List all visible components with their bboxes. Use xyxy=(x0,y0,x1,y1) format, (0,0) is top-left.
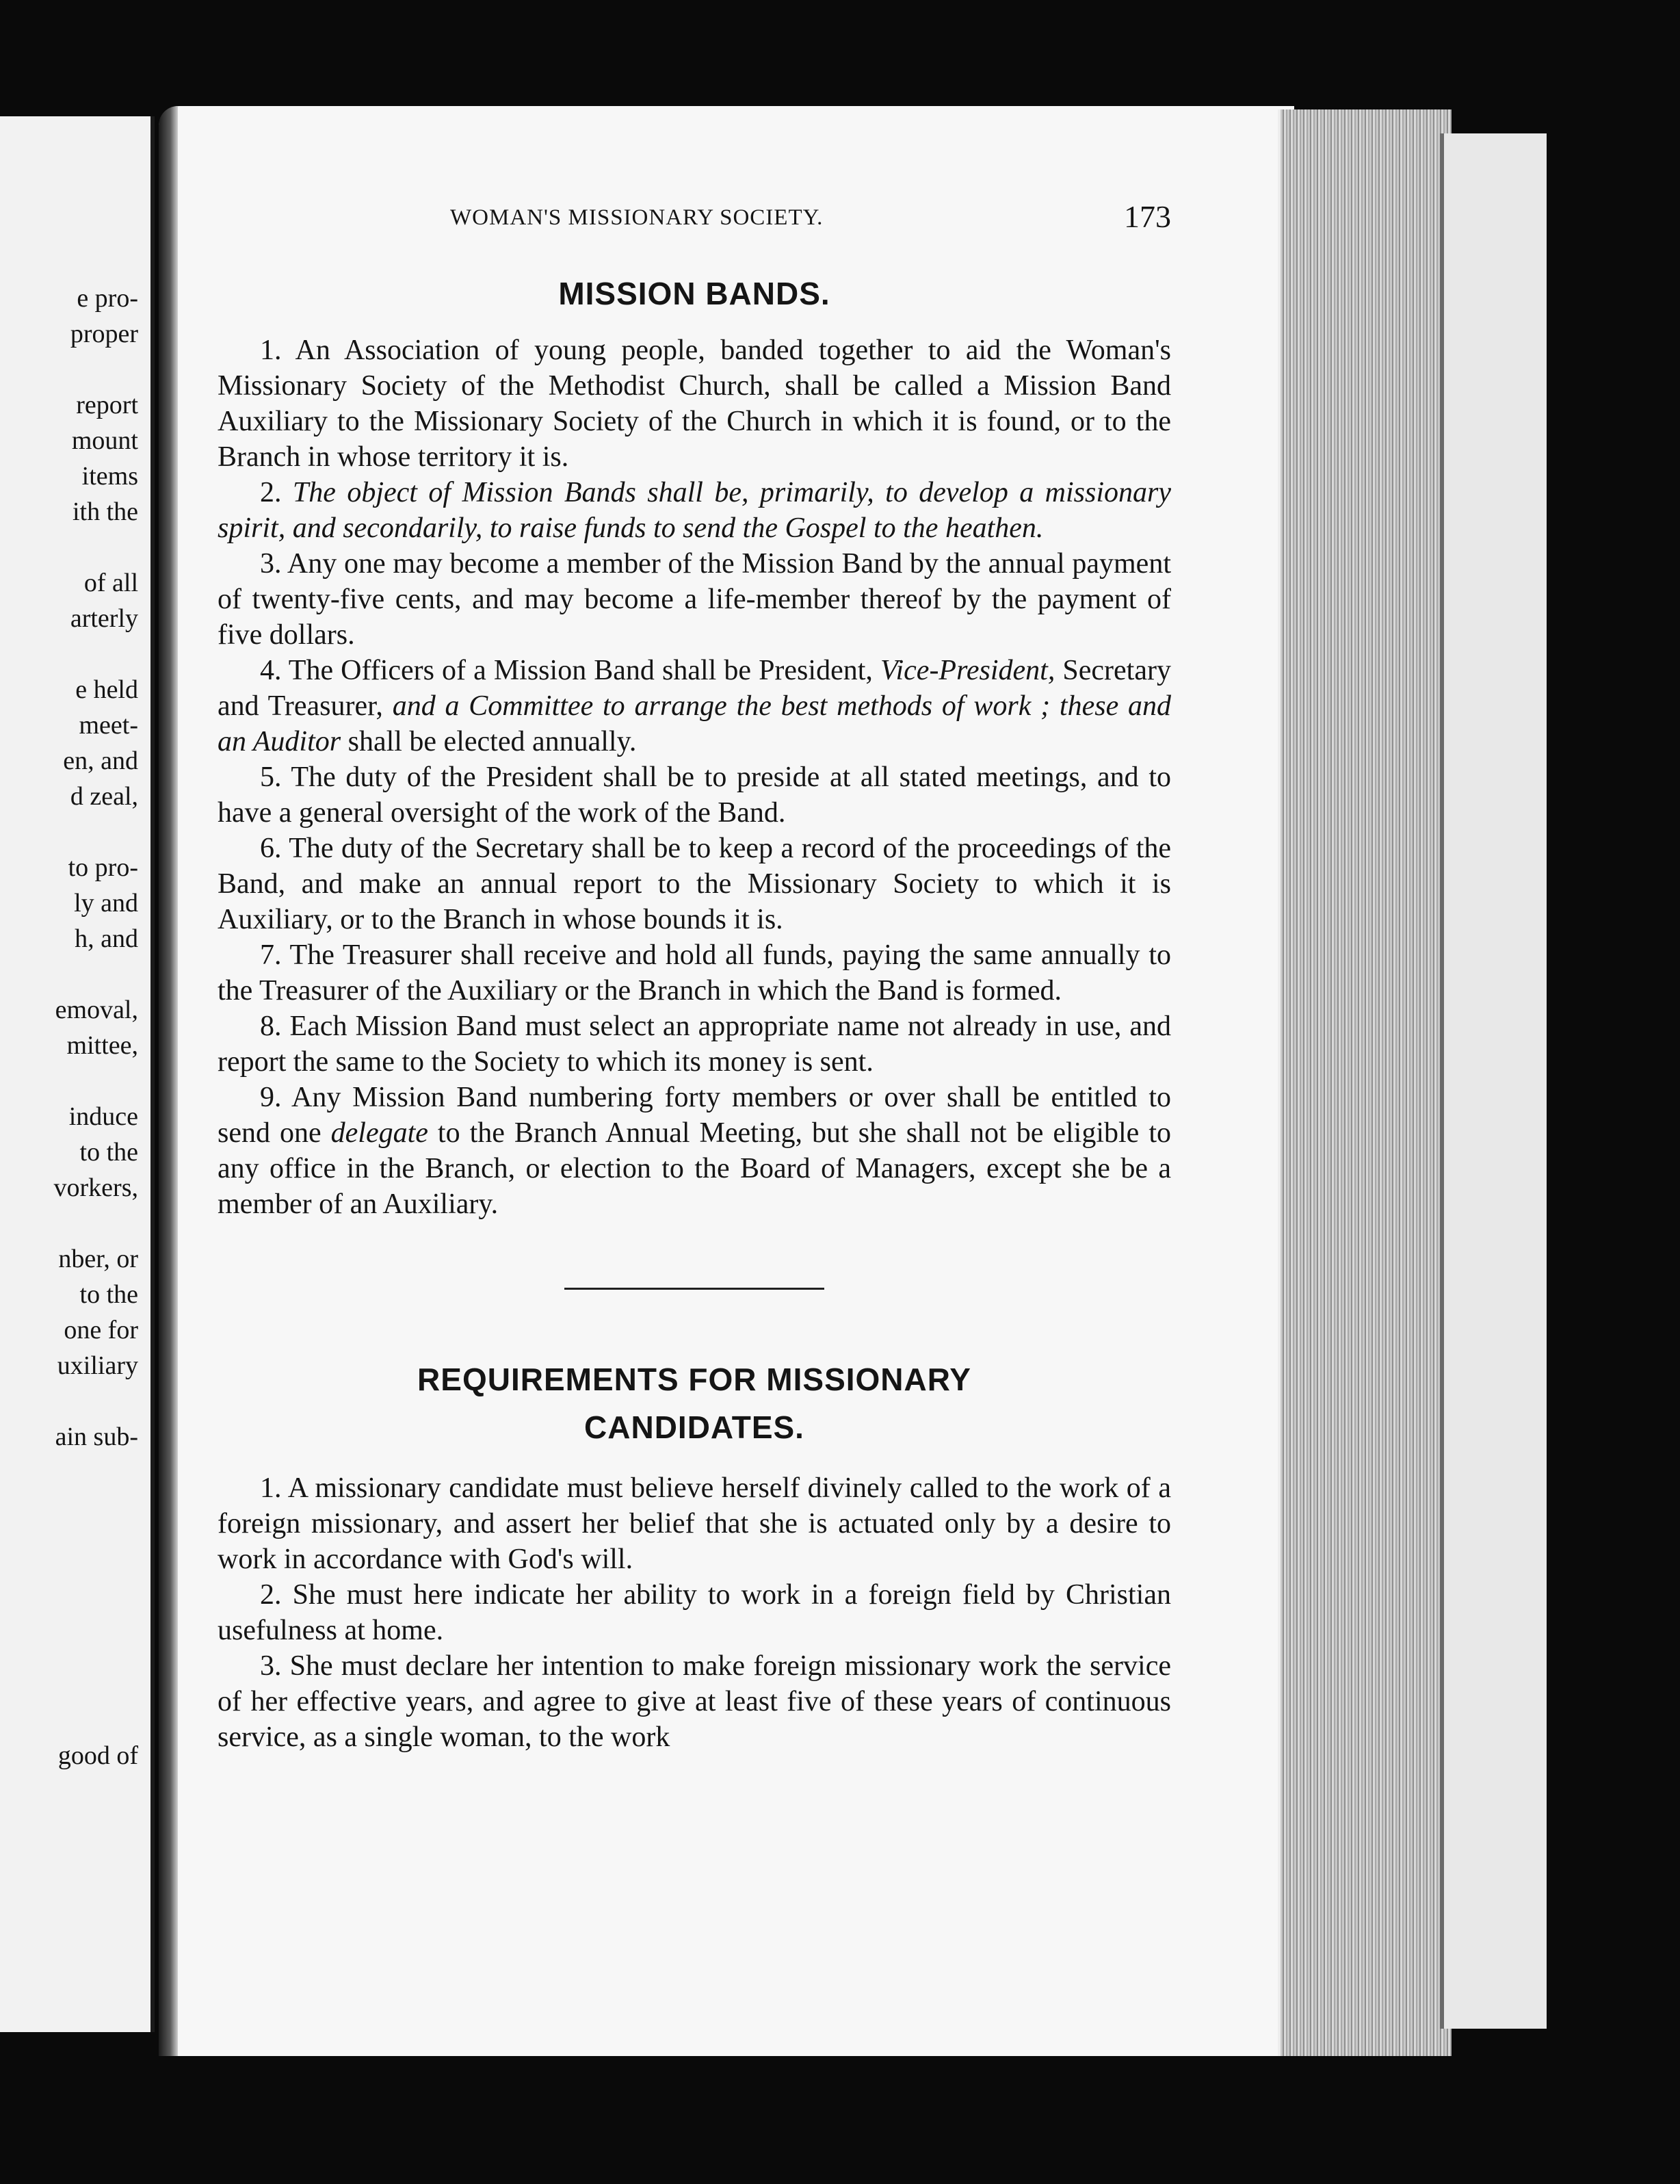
left-page-fragment: ly and xyxy=(74,889,138,918)
section-heading-requirements xyxy=(218,1355,1171,1451)
left-page-fragment: nber, or xyxy=(58,1245,138,1273)
left-page-fragment: to the xyxy=(79,1280,138,1309)
left-page-fragment: items xyxy=(81,462,138,491)
left-page-fragment: meet- xyxy=(79,711,138,740)
left-page-fragment: mittee, xyxy=(66,1031,138,1060)
band-item-3 xyxy=(218,546,1171,653)
band-item-2 xyxy=(218,475,1171,546)
body-text: 1. A missionary candidate must believe herself divinely called to the work of a foreign missionary, and assert her belief that she is actuated only by a desire to work in accordance with God's will. xyxy=(218,1472,1171,1575)
italic-text: delegate xyxy=(330,1117,428,1149)
body-text: 3. Any one may become a member of the Mission Band by the annual payment of twenty-five cents, and may become a life-member thereof by the payment of five dollars. xyxy=(218,548,1171,651)
band-item-8 xyxy=(218,1009,1171,1080)
section-divider xyxy=(564,1288,824,1290)
mission-bands-rules xyxy=(218,333,1171,1222)
body-text: shall be elected annually. xyxy=(341,726,637,757)
left-facing-page xyxy=(0,116,155,2032)
left-page-fragment: report xyxy=(76,391,138,419)
requirement-item-1 xyxy=(218,1470,1171,1577)
section-heading-mission-bands: MISSION BANDS. xyxy=(558,276,830,311)
left-page-fragment: induce xyxy=(68,1102,138,1131)
body-text: to the Branch Annual Meeting, but she shall not be eligible to any office in the Branch, or election to the Board of Managers, except she be a member of an Auxiliary. xyxy=(218,1117,1171,1220)
left-page-fragment: of all xyxy=(83,569,138,597)
italic-text: and a Committee to arrange the best methods of work ; these and an Auditor xyxy=(218,690,1171,757)
body-text: 2. xyxy=(260,477,293,508)
left-page-fragment: one for xyxy=(64,1316,138,1344)
left-page-fragment: uxiliary xyxy=(57,1351,138,1380)
body-text: 8. Each Mission Band must select an appropriate name not already in use, and report the same to the Society to which its money is sent. xyxy=(218,1011,1171,1078)
page-text-block xyxy=(218,198,1171,1755)
left-page-fragment: proper xyxy=(70,320,138,348)
band-item-9 xyxy=(218,1080,1171,1222)
body-text: Secretary and Treasurer, xyxy=(218,655,1171,722)
heading-line-2: CANDIDATES. xyxy=(584,1409,804,1445)
running-head-title: WOMAN'S MISSIONARY SOCIETY. xyxy=(450,205,824,230)
body-text: 6. The duty of the Secretary shall be to keep a record of the proceedings of the Band, and make an annual report to the Missionary Society to which it is Auxiliary, or to the Branch in whose bounds it is. xyxy=(218,833,1171,935)
heading-line-1: REQUIREMENTS FOR MISSIONARY xyxy=(417,1362,971,1397)
band-item-1 xyxy=(218,333,1171,475)
requirements-rules xyxy=(218,1470,1171,1755)
body-text: 4. The Officers of a Mission Band shall be President, xyxy=(260,655,880,686)
band-item-4 xyxy=(218,653,1171,759)
left-page-fragment: en, and xyxy=(63,746,138,775)
left-page-fragment: e pro- xyxy=(77,284,138,313)
left-page-fragment: emoval, xyxy=(55,996,138,1024)
requirement-item-3 xyxy=(218,1648,1171,1755)
page-gutter xyxy=(159,106,178,2056)
left-page-fragment: to the xyxy=(79,1138,138,1167)
italic-text: The object of Mission Bands shall be, primarily, to develop a missionary spirit, and secondarily, to raise funds to send the Gospel to the heathen. xyxy=(218,477,1172,544)
running-head xyxy=(218,198,1171,246)
requirement-item-2 xyxy=(218,1577,1171,1648)
back-cover-board xyxy=(1440,133,1547,2029)
italic-text: Vice-President, xyxy=(880,655,1055,686)
left-page-fragment: mount xyxy=(71,426,138,455)
body-text: 7. The Treasurer shall receive and hold all funds, paying the same annually to the Treasurer of the Auxiliary or the Branch in which the Band is formed. xyxy=(218,939,1171,1006)
body-text: 3. She must declare her intention to make foreign missionary work the service of her effective years, and agree to give at least five of these years of continuous service, as a single woman, to the work xyxy=(218,1650,1171,1753)
left-page-fragment: arterly xyxy=(70,604,138,633)
body-text: 1. An Association of young people, banded together to aid the Woman's Missionary Society of the Methodist Church, shall be called a Mission Band Auxiliary to the Missionary Society of the Church in which it is found, or to the Branch in whose territory it is. xyxy=(218,335,1171,473)
left-page-fragment: d zeal, xyxy=(70,782,138,811)
left-page-fragment: good of xyxy=(57,1741,138,1770)
left-page-fragment: ain sub- xyxy=(55,1422,138,1451)
left-page-fragment: h, and xyxy=(75,924,138,953)
page-number: 173 xyxy=(1124,199,1171,234)
band-item-6 xyxy=(218,831,1171,937)
left-page-fragment: e held xyxy=(75,675,138,704)
body-text: 2. She must here indicate her ability to work in a foreign field by Christian usefulness at home. xyxy=(218,1579,1171,1646)
left-page-fragment: ith the xyxy=(72,497,138,526)
body-text: 5. The duty of the President shall be to preside at all stated meetings, and to have a general oversight of the work of the Band. xyxy=(218,762,1171,829)
band-item-7 xyxy=(218,937,1171,1009)
page-fore-edge xyxy=(1278,109,1452,2056)
left-page-fragment: to pro- xyxy=(68,853,138,882)
band-item-5 xyxy=(218,759,1171,831)
body-text: 9. Any Mission Band numbering forty members or over shall be entitled to send one xyxy=(218,1082,1171,1149)
left-page-fragment: vorkers, xyxy=(53,1173,138,1202)
